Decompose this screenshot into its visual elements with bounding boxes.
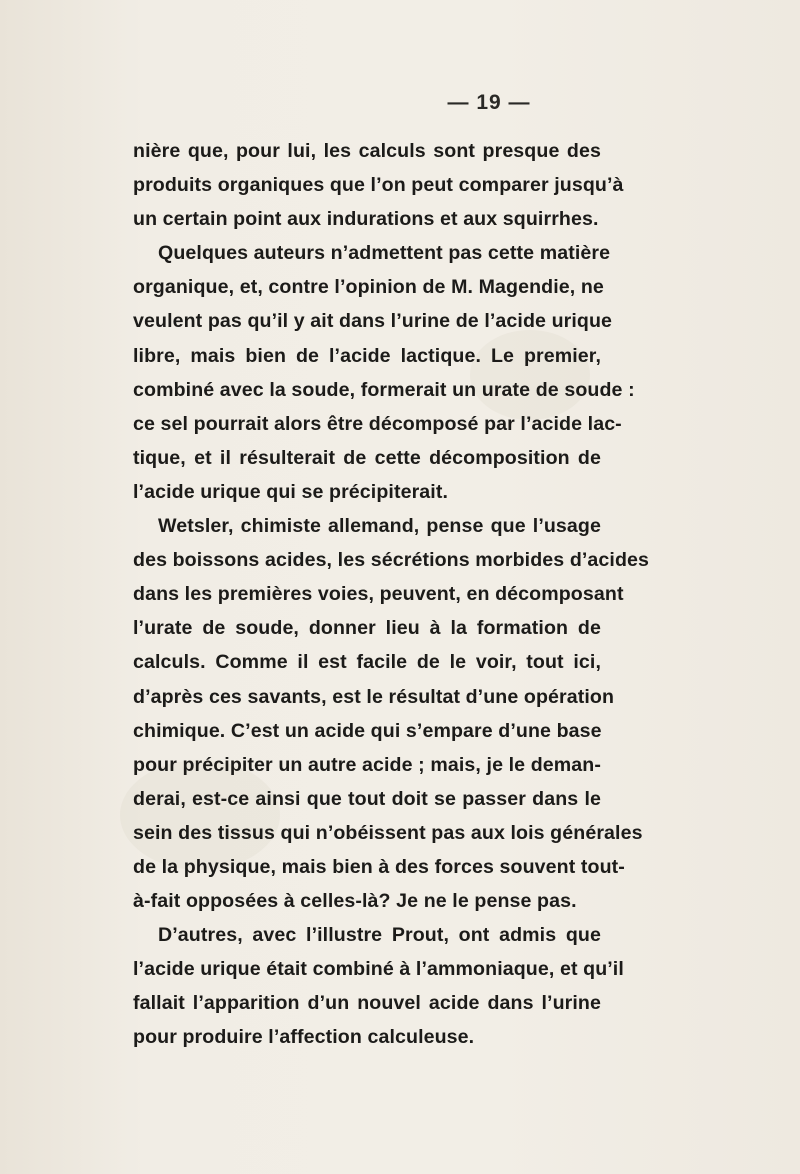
paragraph-start-line: D’autres, avec l’illustre Prout, ont admis que <box>158 924 601 947</box>
text-line: pour précipiter un autre acide ; mais, je le deman- <box>133 753 601 776</box>
text-line: l’acide urique qui se précipiterait. <box>133 480 449 503</box>
text-line: veulent pas qu’il y ait dans l’urine de l’acide urique <box>133 310 613 333</box>
text-line: derai, est-ce ainsi que tout doit se passer dans le <box>133 787 601 810</box>
page-header <box>0 91 800 115</box>
page-number: — 19 — <box>447 91 531 114</box>
text-line: de la physique, mais bien à des forces souvent tout- <box>133 855 625 878</box>
text-line: des boissons acides, les sécrétions morbides d’acides <box>133 549 650 572</box>
text-line: combiné avec la soude, formerait un urate de soude : <box>133 378 635 401</box>
paragraph-start-line: Quelques auteurs n’admettent pas cette matière <box>158 242 611 265</box>
text-line: dans les premières voies, peuvent, en décomposant <box>133 583 624 606</box>
text-line: l’acide urique était combiné à l’ammoniaque, et qu’il <box>133 958 624 981</box>
body-text <box>133 134 650 1055</box>
text-line: un certain point aux indurations et aux squirrhes. <box>133 208 599 231</box>
text-line: pour produire l’affection calculeuse. <box>133 1026 475 1049</box>
text-line: organique, et, contre l’opinion de M. Magendie, ne <box>133 276 604 299</box>
text-line: chimique. C’est un acide qui s’empare d’une base <box>133 719 602 742</box>
text-line: libre, mais bien de l’acide lactique. Le premier, <box>133 344 601 367</box>
text-line: calculs. Comme il est facile de le voir, tout ici, <box>133 651 601 674</box>
text-line: tique, et il résulterait de cette décomposition de <box>133 446 601 469</box>
text-line: fallait l’apparition d’un nouvel acide dans l’urine <box>133 992 601 1015</box>
text-line: l’urate de soude, donner lieu à la formation de <box>133 617 601 640</box>
text-line: ce sel pourrait alors être décomposé par l’acide lac- <box>133 412 622 435</box>
text-line: d’après ces savants, est le résultat d’une opération <box>133 685 615 708</box>
text-line: nière que, pour lui, les calculs sont presque des <box>133 140 601 162</box>
text-line: produits organiques que l’on peut comparer jusqu’à <box>133 174 624 197</box>
text-line: à-fait opposées à celles-là? Je ne le pense pas. <box>133 890 577 913</box>
paragraph-start-line: Wetsler, chimiste allemand, pense que l’usage <box>158 515 601 538</box>
text-line: sein des tissus qui n’obéissent pas aux lois générales <box>133 821 643 844</box>
